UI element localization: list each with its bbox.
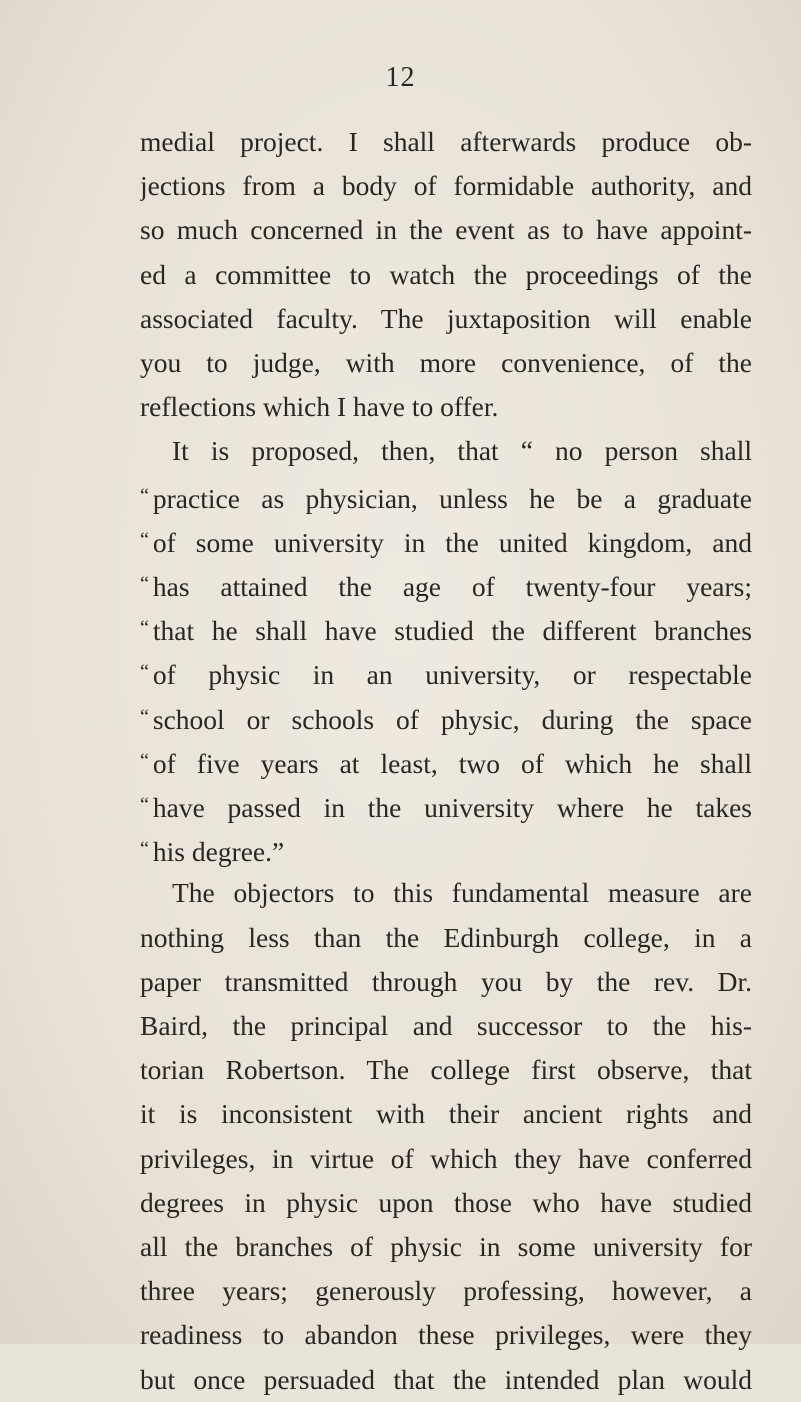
line-text: medial project. I shall afterwards produce ob-	[140, 126, 752, 157]
quote-mark: “	[140, 528, 147, 551]
text-line	[140, 164, 752, 208]
line-text: readiness to abandon these privileges, were they	[140, 1319, 752, 1351]
text-line	[140, 783, 752, 827]
text-line	[140, 1004, 752, 1048]
line-text: school or schools of physic, during the space	[152, 703, 752, 735]
line-text: practice as physician, unless he be a graduate	[152, 482, 752, 514]
line-text: torian Robertson. The college first observe, that	[140, 1054, 752, 1086]
line-text: have passed in the university where he takes	[152, 792, 752, 823]
line-text: it is inconsistent with their ancient rights and	[140, 1098, 752, 1130]
line-text: his degree.”	[152, 836, 285, 868]
text-line	[140, 739, 752, 783]
text-line	[140, 871, 752, 915]
text-line	[140, 1048, 752, 1092]
line-text: degrees in physic upon those who have studied	[140, 1186, 752, 1218]
line-text: but once persuaded that the intended plan would	[140, 1363, 752, 1395]
text-line	[140, 1225, 752, 1269]
text-line	[140, 916, 752, 960]
text-line	[140, 385, 752, 429]
text-line	[140, 120, 752, 164]
text-line	[140, 253, 752, 297]
text-line	[140, 1181, 752, 1225]
text-line	[140, 562, 752, 606]
line-text: associated faculty. The juxtaposition will enable	[140, 302, 752, 334]
line-text: has attained the age of twenty-four years;	[152, 571, 752, 602]
text-line	[140, 606, 752, 650]
line-text: of physic in an university, or respectable	[152, 659, 752, 691]
text-line	[140, 1092, 752, 1136]
line-text: of some university in the united kingdom, and	[152, 526, 752, 558]
text-line	[140, 650, 752, 694]
quote-mark: “	[140, 617, 147, 640]
line-text: three years; generously professing, however, a	[140, 1275, 752, 1307]
text-line	[140, 518, 752, 562]
line-text: reflections which I have to offer.	[140, 391, 499, 423]
line-text: paper transmitted through you by the rev. Dr.	[140, 965, 752, 997]
text-line	[140, 429, 752, 473]
line-text: ed a committee to watch the proceedings of the	[140, 258, 752, 290]
line-text: of five years at least, two of which he shall	[152, 747, 752, 779]
line-text: nothing less than the Edinburgh college, in a	[140, 921, 752, 953]
text-line	[140, 474, 752, 518]
line-text: The objectors to this fundamental measure are	[172, 877, 752, 909]
line-text: It is proposed, then, that “ no person shall	[172, 435, 752, 467]
text-line	[140, 960, 752, 1004]
text-line	[140, 341, 752, 385]
text-line	[140, 827, 752, 871]
text-line	[140, 208, 752, 252]
quote-mark: “	[140, 794, 147, 816]
text-line	[140, 1313, 752, 1357]
text-line	[140, 1137, 752, 1181]
line-text: jections from a body of formidable authority, and	[140, 170, 752, 202]
line-text: Baird, the principal and successor to the his-	[140, 1010, 752, 1041]
text-line	[140, 695, 752, 739]
text-line	[140, 1358, 752, 1402]
text-line	[140, 1269, 752, 1313]
quote-mark: “	[140, 705, 147, 728]
line-text: so much concerned in the event as to have appoint-	[140, 214, 752, 246]
line-text: that he shall have studied the different branches	[152, 615, 752, 647]
quote-mark: “	[140, 838, 147, 861]
page-number: 12	[385, 62, 416, 93]
quote-mark: “	[140, 661, 147, 684]
line-text: all the branches of physic in some university for	[140, 1231, 752, 1262]
line-text: you to judge, with more convenience, of the	[140, 347, 752, 378]
quote-mark: “	[140, 573, 147, 595]
quote-mark: “	[140, 484, 147, 507]
text-line	[140, 297, 752, 341]
line-text: privileges, in virtue of which they have conferred	[140, 1142, 752, 1174]
quote-mark: “	[140, 749, 147, 772]
